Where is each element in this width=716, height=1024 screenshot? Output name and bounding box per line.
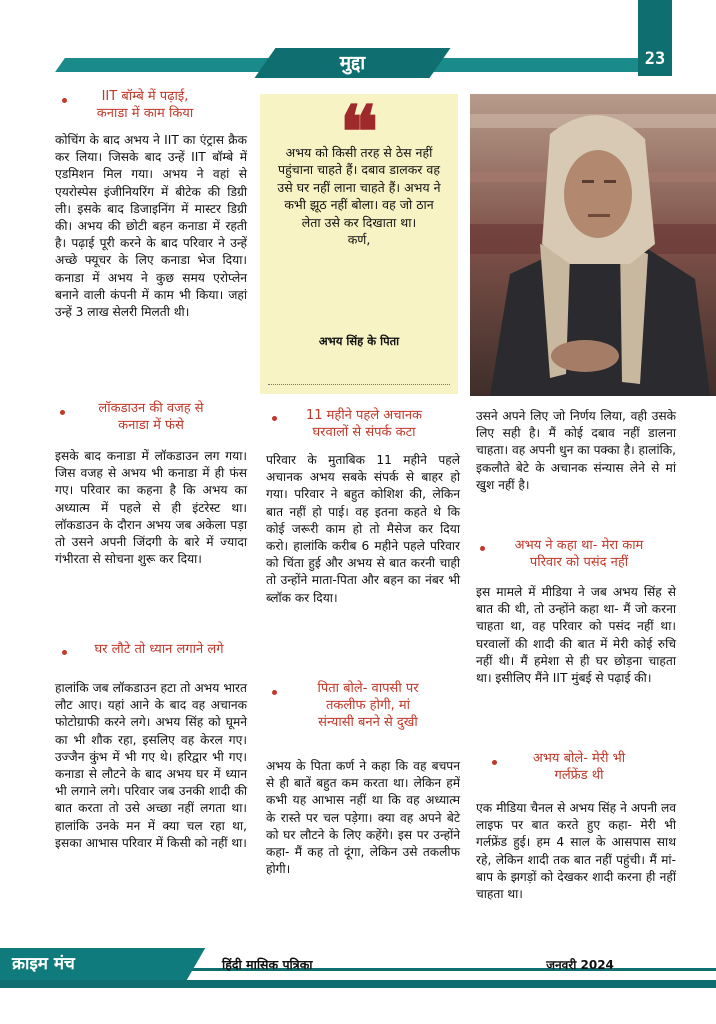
subheading-meditation: घर लौटे तो ध्यान लगाने लगे [94, 642, 224, 657]
paragraph-work: इस मामले में मीडिया ने जब अभय सिंह से बात की थी, तो उन्होंने कहा था- मैं जो करना चाहता था, वह परिवार को पसंद नहीं था। घरवालों की शादी की बात में मेरी कोई रुचि नहीं थी। मैं हमेशा से ही घर छोड़ना चाहता था। इसीलिए मैंने IIT मुंबई से पढ़ाई की। [476, 585, 676, 686]
footer-logo: क्राइम मंच [12, 954, 75, 974]
subheading-iit: IIT बॉम्बे में पढ़ाई, कनाडा में काम किया [96, 89, 194, 121]
paragraph-lockdown: इसके बाद कनाडा में लॉकडाउन लग गया। जिस वजह से अभय भी कनाडा में ही फंस गए। परिवार का कहना है कि अभय का अध्यात्म में पहले से ही इंटरेस्ट था। लॉकडाउन के दौरान अभय जब अकेला पड़ा तो उसने अपनी जिंदगी के बारे में ज्यादा गंभीरता से सोचना शुरू कर दिया। [55, 449, 247, 567]
subheading-contact-lost: 11 महीने पहले अचानक घरवालों से संपर्क कटा [305, 408, 423, 440]
bullet-icon [272, 690, 277, 695]
bullet-icon [62, 650, 67, 655]
father-photo-illustration [470, 94, 716, 396]
paragraph-contact-lost: परिवार के मुताबिक 11 महीने पहले अचानक अभय सबके संपर्क से बाहर हो गया। परिवार ने बहुत कोशिश की, लेकिन बात नहीं हो पाई। वह इतना कहते थे कि कोई जरूरी काम हो तो मैसेज कर दिया करो। हालांकि करीब 6 महीने पहले परिवार को चिंता हुई और अभय से बात करनी चाही तो उन्होंने माता-पिता और बहन का नंबर भी ब्लॉक कर दिया। [266, 453, 460, 605]
footer-date: जनवरी 2024 [546, 958, 614, 972]
quote-divider [268, 384, 450, 385]
section-title: मुद्दा [339, 52, 366, 74]
subheading-lockdown: लॉकडाउन की वजह से कनाडा में फंसे [98, 401, 204, 433]
father-photo [470, 94, 716, 396]
quote-mark-icon: ❝ [339, 89, 379, 174]
paragraph-meditation: हालांकि जब लॉकडाउन हटा तो अभय भारत लौट आए। यहां आने के बाद वह अचानक फोटोग्राफी करने लगे। अभय सिंह को घूमने का भी शौक रहा, इसलिए वह केरल गए। उज्जैन कुंभ में भी गए थे। हरिद्वार भी गए। कनाडा से लौटने के बाद अभय घर में ध्यान भी लगाने लगे। परिवार जब उनकी शादी की बात करता तो उसे अच्छा नहीं लगता था। हालांकि उनके मन में क्या चल रहा था, इसका आभास परिवार में किसी को नहीं था। [55, 681, 247, 850]
bullet-icon [272, 416, 277, 421]
quote-text: अभय को किसी तरह से ठेस नहीं पहुंचाना चाहते हैं। दबाव डालकर वह उसे घर नहीं लाना चाहते हैं। अभय ने कभी झूठ नहीं बोला। वह जो ठान लेता उसे कर दिखाता था। कर्ण, [277, 145, 441, 248]
bullet-icon [62, 98, 67, 103]
paragraph-decision: उसने अपने लिए जो निर्णय लिया, वही उसके लिए सही है। मैं कोई दबाव नहीं डालना चाहता। वह अपनी धुन का पक्का है। हालांकि, इकलौते बेटे के अचानक संन्यास लेने से मां खुश नहीं है। [476, 409, 676, 492]
subheading-father: पिता बोले- वापसी पर तकलीफ होगी, मां संन्यासी बनने से दुखी [317, 681, 419, 730]
page-number: 23 [644, 49, 666, 69]
footer-magazine-name: हिंदी मासिक पत्रिका [222, 957, 313, 972]
bullet-icon [492, 760, 497, 765]
bullet-icon [480, 546, 485, 551]
paragraph-girlfriend: एक मीडिया चैनल से अभय सिंह ने अपनी लव लाइफ पर बात करते हुए कहा- मेरी भी गर्लफ्रेंड हुई। हम 4 साल के आसपास साथ रहे, लेकिन शादी तक बात नहीं पहुंची। मैं मां-बाप के झगड़ों को देखकर शादी करना ही नहीं चाहता था। [476, 801, 676, 902]
paragraph-iit: कोचिंग के बाद अभय ने IIT का एंट्रास क्रैक कर लिया। जिसके बाद उन्हें IIT बॉम्बे में एडमिशन मिल गया। अभय ने वहां से एयरोस्पेस इंजीनियरिंग में बीटेक की डिग्री ली। इसके बाद डिजाइनिंग में मास्टर डिग्री की। अभय की छोटी बहन कनाडा में रहती है। पढ़ाई पूरी करने के बाद परिवार ने उन्हें अच्छे फ्यूचर के लिए कनाडा भेज दिया। कनाडा में अभय ने कुछ समय एरोप्लेन बनाने वाली कंपनी में काम भी किया। जहां उन्हें 3 लाख सेलरी मिलती थी। [55, 133, 247, 320]
bullet-icon [60, 410, 65, 415]
subheading-girlfriend: अभय बोले- मेरी भी गर्लफ्रेंड थी [532, 751, 626, 783]
quote-author: अभय सिंह के पिता [318, 334, 400, 348]
paragraph-father: अभय के पिता कर्ण ने कहा कि वह बचपन से ही बातें बहुत कम करता था। लेकिन हमें कभी यह आभास नहीं था कि वह अध्यात्म के रास्ते पर चल पड़ेगा। क्या वह अपने बेटे को घर लौटने के लिए कहेंगे। इस पर उन्होंने कहा- मैं कह तो दूंगा, लेकिन उसे तकलीफ होगी। [266, 759, 460, 877]
subheading-work: अभय ने कहा था- मेरा काम परिवार को पसंद नहीं [514, 538, 644, 570]
footer-bar [0, 980, 716, 988]
